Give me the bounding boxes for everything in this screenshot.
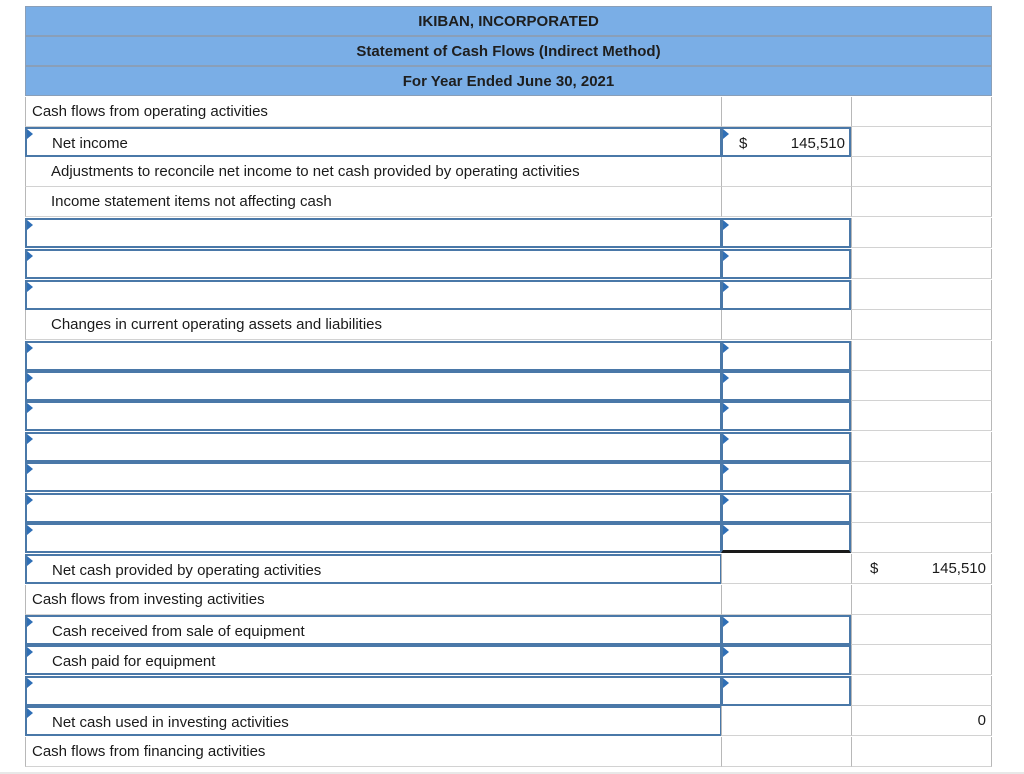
dropdown-marker-icon [27,434,33,444]
change-item-field[interactable] [25,493,721,523]
change-amount-field[interactable] [721,432,851,462]
net-cash-operating-row [0,554,1024,584]
dropdown-marker-icon [27,220,33,230]
change-item-field[interactable] [25,432,721,462]
changes-input-row [0,493,1024,523]
dropdown-marker-icon [723,343,729,353]
statement-title: Statement of Cash Flows (Indirect Method) [25,36,992,66]
equipment-paid-row [0,645,1024,675]
dropdown-marker-icon [723,647,729,657]
dropdown-marker-icon [27,373,33,383]
financing-heading-row [0,737,1024,767]
change-item-field[interactable] [25,523,721,553]
investing-heading-row [0,585,1024,615]
changes-label: Changes in current operating assets and liabilities [51,316,383,333]
dropdown-marker-icon [723,220,729,230]
adjustments-row [0,157,1024,187]
equipment-sale-label-field[interactable] [25,615,721,645]
net-cash-investing-amount [851,706,992,736]
changes-input-row [0,371,1024,401]
dropdown-marker-icon [723,525,729,535]
currency-symbol: $ [870,560,879,577]
investing-amount-field[interactable] [721,676,851,706]
noncash-item-field[interactable] [25,218,721,248]
equipment-sale-row [0,615,1024,645]
dropdown-marker-icon [27,403,33,413]
noncash-amount-field[interactable] [721,280,851,310]
dropdown-marker-icon [27,708,33,718]
dropdown-marker-icon [27,343,33,353]
changes-input-row [0,401,1024,431]
changes-input-row [0,341,1024,371]
dropdown-marker-icon [723,373,729,383]
net-cash-investing-label: Net cash used in investing activities [52,714,289,731]
net-cash-investing-label-field[interactable] [25,706,721,736]
noncash-input-row [0,280,1024,310]
net-cash-operating-amount [851,554,992,584]
equipment-paid-label-field[interactable] [25,645,721,675]
dropdown-marker-icon [27,556,33,566]
dropdown-marker-icon [723,129,729,139]
adjustments-label: Adjustments to reconcile net income to net cash provided by operating activities [51,163,580,180]
change-amount-field[interactable] [721,341,851,371]
dropdown-marker-icon [27,647,33,657]
investing-item-field[interactable] [25,676,721,706]
operating-heading-row [0,97,1024,127]
operating-heading: Cash flows from operating activities [32,103,268,120]
change-item-field[interactable] [25,401,721,431]
noncash-amount-field[interactable] [721,249,851,279]
net-cash-investing-row [0,706,1024,736]
changes-input-row [0,462,1024,492]
dropdown-marker-icon [723,617,729,627]
changes-input-row [0,432,1024,462]
change-amount-field[interactable] [721,462,851,492]
net-cash-operating-label: Net cash provided by operating activities [52,562,322,579]
noncash-item-field[interactable] [25,249,721,279]
net-cash-operating-label-field[interactable] [25,554,721,584]
noncash-input-row [0,249,1024,279]
dropdown-marker-icon [723,251,729,261]
change-amount-field[interactable] [721,493,851,523]
net-income-label-field[interactable] [25,127,721,157]
investing-heading: Cash flows from investing activities [32,591,265,608]
dropdown-marker-icon [723,282,729,292]
equipment-sale-amount-field[interactable] [721,615,851,645]
net-income-value: 145,510 [790,135,845,152]
dropdown-marker-icon [27,282,33,292]
dropdown-marker-icon [723,495,729,505]
dropdown-marker-icon [723,678,729,688]
statement-period: For Year Ended June 30, 2021 [25,66,992,96]
equipment-paid-label: Cash paid for equipment [52,653,216,670]
dropdown-marker-icon [27,678,33,688]
currency-symbol: $ [739,135,748,152]
noncash-heading-row [0,187,1024,217]
changes-input-row [0,523,1024,553]
noncash-input-row [0,218,1024,248]
noncash-item-field[interactable] [25,280,721,310]
investing-input-row [0,676,1024,706]
dropdown-marker-icon [723,464,729,474]
net-income-row [0,127,1024,157]
change-item-field[interactable] [25,341,721,371]
change-amount-field[interactable] [721,401,851,431]
change-item-field[interactable] [25,371,721,401]
dropdown-marker-icon [723,403,729,413]
dropdown-marker-icon [27,464,33,474]
net-income-amount-field[interactable] [721,127,851,157]
changes-heading-row [0,310,1024,340]
net-cash-operating-value: 145,510 [931,560,986,577]
noncash-amount-field[interactable] [721,218,851,248]
dropdown-marker-icon [27,129,33,139]
dropdown-marker-icon [27,495,33,505]
net-income-label: Net income [52,135,128,152]
company-name: IKIBAN, INCORPORATED [25,6,992,36]
dropdown-marker-icon [27,251,33,261]
change-item-field[interactable] [25,462,721,492]
dropdown-marker-icon [27,525,33,535]
equipment-sale-label: Cash received from sale of equipment [52,623,305,640]
change-amount-field[interactable] [721,371,851,401]
financing-heading: Cash flows from financing activities [32,743,266,760]
dropdown-marker-icon [27,617,33,627]
noncash-label: Income statement items not affecting cash [51,193,332,210]
net-cash-investing-value: 0 [977,712,986,729]
dropdown-marker-icon [723,434,729,444]
equipment-paid-amount-field[interactable] [721,645,851,675]
change-amount-field[interactable] [721,523,851,553]
